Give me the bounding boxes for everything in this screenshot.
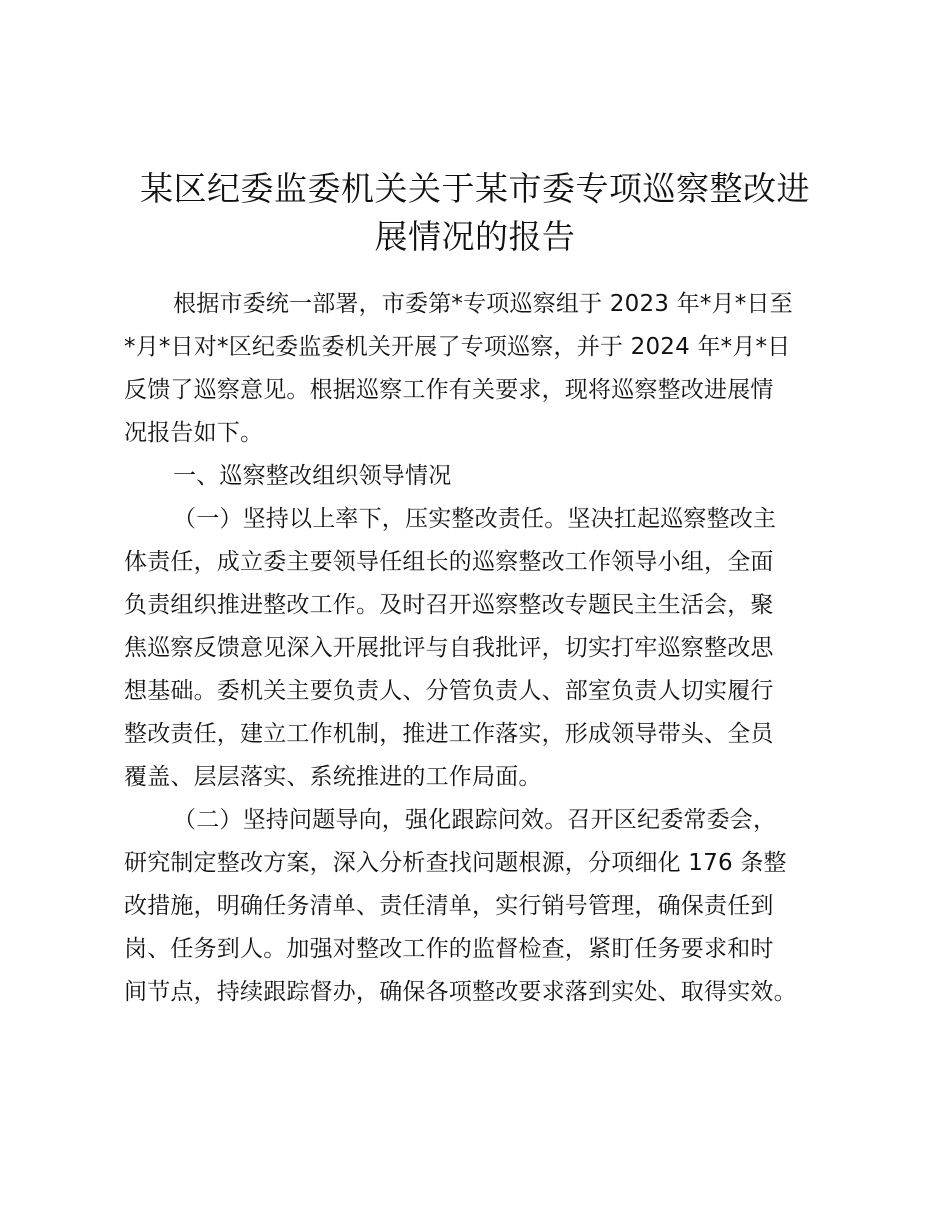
paragraph-line: 况报告如下。	[124, 420, 264, 446]
paragraph-line: （一）坚持以上率下，压实整改责任。坚决扛起巡察整改主	[173, 506, 777, 532]
document-title	[120, 165, 830, 261]
section-heading	[124, 455, 836, 498]
paragraph-item-one	[124, 498, 836, 799]
paragraph-line: 负责组织推进整改工作。及时召开巡察整改专题民主生活会，聚	[124, 592, 774, 618]
paragraph-line: （二）坚持问题导向，强化跟踪问效。召开区纪委常委会，	[173, 807, 777, 833]
paragraph-line: 研究制定整改方案，深入分析查找问题根源，分项细化 176 条整	[124, 850, 787, 876]
paragraph-line: 体责任，成立委主要领导任组长的巡察整改工作领导小组，全面	[124, 549, 774, 575]
paragraph-line: 改措施，明确任务清单、责任清单，实行销号管理，确保责任到	[124, 893, 774, 919]
heading-line: 一、巡察整改组织领导情况	[173, 463, 452, 489]
document-body	[124, 283, 836, 1014]
paragraph-intro	[124, 283, 836, 455]
paragraph-line: 焦巡察反馈意见深入开展批评与自我批评，切实打牢巡察整改思	[124, 635, 774, 661]
paragraph-line: *月*日对*区纪委监委机关开展了专项巡察，并于 2024 年*月*日	[124, 334, 791, 360]
paragraph-line: 岗、任务到人。加强对整改工作的监督检查，紧盯任务要求和时	[124, 936, 774, 962]
title-line: 展情况的报告	[374, 217, 576, 256]
paragraph-line: 反馈了巡察意见。根据巡察工作有关要求，现将巡察整改进展情	[124, 377, 774, 403]
title-line: 某区纪委监委机关关于某市委专项巡察整改进	[140, 169, 810, 208]
paragraph-item-two	[124, 799, 836, 1014]
paragraph-line: 根据市委统一部署，市委第*专项巡察组于 2023 年*月*日至	[173, 291, 793, 317]
paragraph-line: 想基础。委机关主要负责人、分管负责人、部室负责人切实履行	[124, 678, 774, 704]
paragraph-line: 整改责任，建立工作机制，推进工作落实，形成领导带头、全员	[124, 721, 774, 747]
paragraph-line: 间节点，持续跟踪督办，确保各项整改要求落到实处、取得实效。	[124, 979, 797, 1005]
paragraph-line: 覆盖、层层落实、系统推进的工作局面。	[124, 764, 542, 790]
